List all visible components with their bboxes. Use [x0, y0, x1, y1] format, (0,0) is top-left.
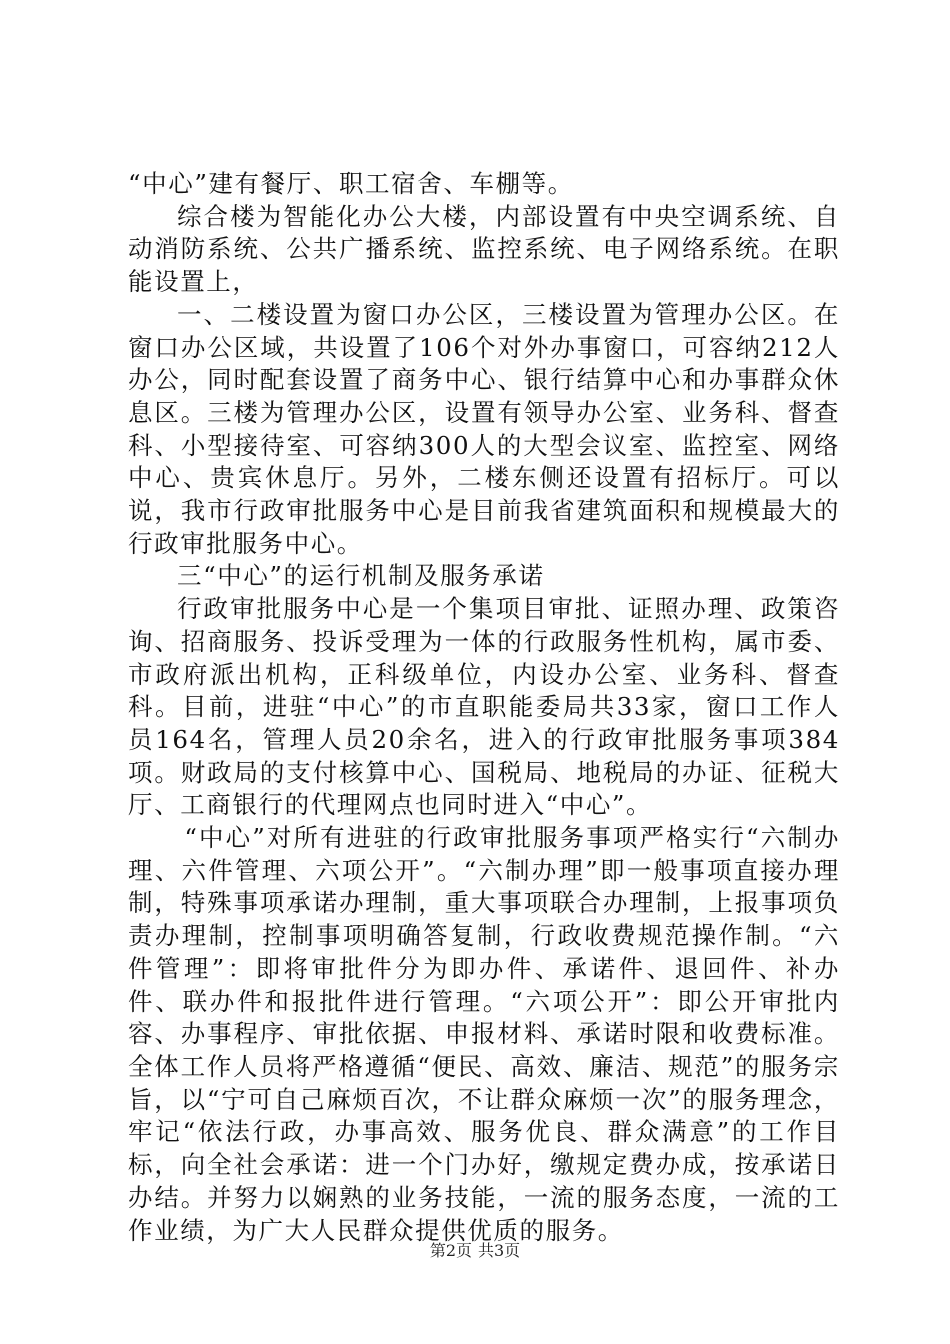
- page-footer: [0, 1240, 950, 1262]
- paragraph-center-overview: 行政审批服务中心是一个集项目审批、证照办理、政策咨询、招商服务、投诉受理为一体的行政服务性机构，属市委、市政府派出机构，正科级单位，内设办公室、业务科、督查科。目前，进驻“中心”的市直职能委局共33家，窗口工作人员164名，管理人员20余名，进入的行政审批服务事项384项。财政局的支付核算中心、国税局、地税局的办证、征税大厅、工商银行的代理网点也同时进入“中心”。: [128, 594, 840, 820]
- paragraph-floors: 一、二楼设置为窗口办公区，三楼设置为管理办公区。在窗口办公区域，共设置了106个对外办事窗口，可容纳212人办公，同时配套设置了商务中心、银行结算中心和办事群众休息区。三楼为管理办公区，设置有领导办公室、业务科、督查科、小型接待室、可容纳300人的大型会议室、监控室、网络中心、贵宾休息厅。另外，二楼东侧还设置有招标厅。可以说，我市行政审批服务中心是目前我省建筑面积和规模最大的行政审批服务中心。: [128, 299, 840, 558]
- page-number: 第2页: [429, 1241, 472, 1260]
- paragraph-facilities: “中心”建有餐厅、职工宿舍、车棚等。: [128, 169, 574, 198]
- document-body: [128, 168, 840, 1247]
- section-heading-operation: 三“中心”的运行机制及服务承诺: [177, 561, 545, 591]
- paragraph-building: 综合楼为智能化办公大楼，内部设置有中央空调系统、自动消防系统、公共广播系统、监控系统、电子网络系统。在职能设置上，: [128, 201, 840, 297]
- page-total: 共3页: [478, 1241, 521, 1260]
- paragraph-service-commitment: “中心”对所有进驻的行政审批服务事项严格实行“六制办理、六件管理、六项公开”。“六制办理”即一般事项直接办理制，特殊事项承诺办理制，重大事项联合办理制，上报事项负责办理制，控制事项明确答复制，行政收费规范操作制。“六件管理”：即将审批件分为即办件、承诺件、退回件、补办件、联办件和报批件进行管理。“六项公开”：即公开审批内容、办事程序、审批依据、申报材料、承诺时限和收费标准。全体工作人员将严格遵循“便民、高效、廉洁、规范”的服务宗旨，以“宁可自己麻烦百次，不让群众麻烦一次”的服务理念，牢记“依法行政，办事高效、服务优良、群众满意”的工作目标，向全社会承诺：进一个门办好，缴规定费办成，按承诺日办结。并努力以娴熟的业务技能，一流的服务态度，一流的工作业绩，为广大人民群众提供优质的服务。: [128, 823, 840, 1245]
